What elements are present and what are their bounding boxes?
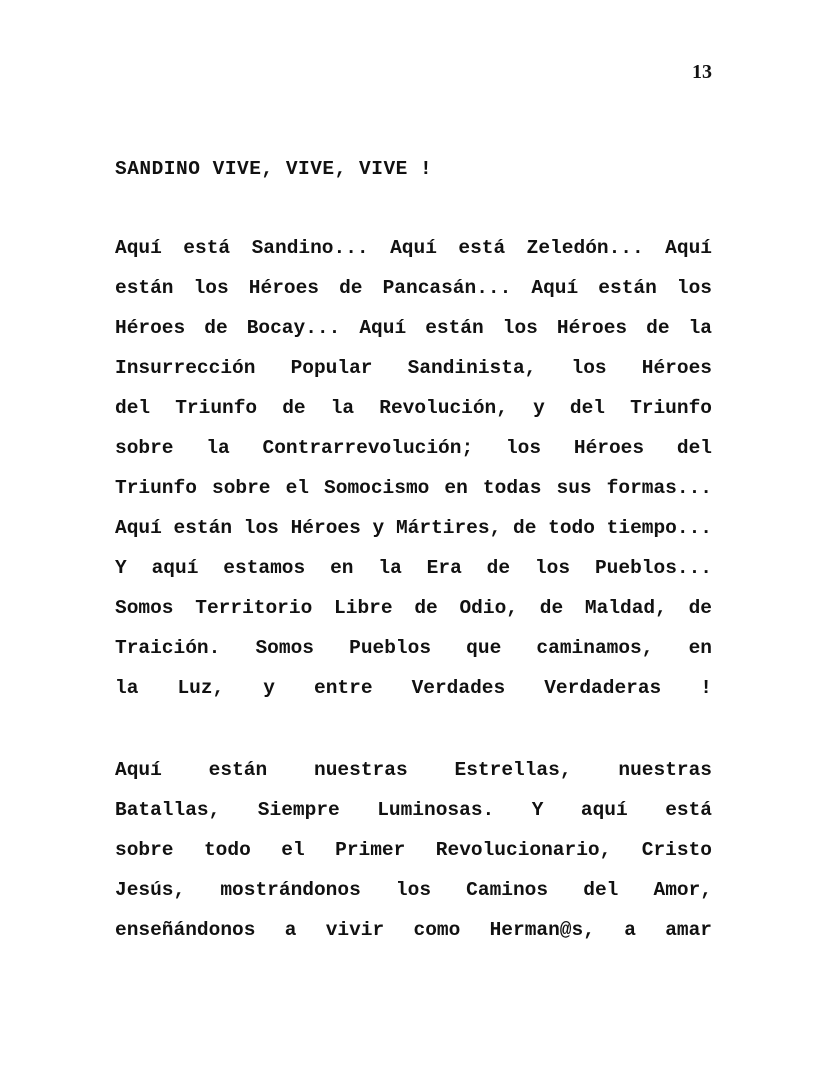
text-line: Héroes de Bocay... Aquí están los Héroes de la	[115, 317, 712, 339]
text-line: Triunfo sobre el Somocismo en todas sus formas...	[115, 477, 712, 499]
text-line: Somos Territorio Libre de Odio, de Maldad, de	[115, 597, 712, 619]
text-line: Y aquí estamos en la Era de los Pueblos...	[115, 557, 712, 579]
text-line: sobre la Contrarrevolución; los Héroes del	[115, 437, 712, 459]
text-line: sobre todo el Primer Revolucionario, Cristo	[115, 839, 712, 861]
text-line: Traición. Somos Pueblos que caminamos, en	[115, 637, 712, 659]
text-line: enseñándonos a vivir como Herman@s, a amar	[115, 919, 712, 941]
page-title: SANDINO VIVE, VIVE, VIVE !	[115, 158, 433, 180]
text-line: del Triunfo de la Revolución, y del Triunfo	[115, 397, 712, 419]
text-line: Batallas, Siempre Luminosas. Y aquí está	[115, 799, 712, 821]
text-line: la Luz, y entre Verdades Verdaderas !	[115, 677, 712, 699]
text-line: están los Héroes de Pancasán... Aquí están los	[115, 277, 712, 299]
page-number: 13	[692, 61, 712, 83]
paragraph-2	[115, 750, 712, 950]
text-line: Jesús, mostrándonos los Caminos del Amor,	[115, 879, 712, 901]
text-line: Aquí están los Héroes y Mártires, de todo tiempo...	[115, 517, 712, 539]
text-line: Aquí están nuestras Estrellas, nuestras	[115, 759, 712, 781]
text-line: Insurrección Popular Sandinista, los Héroes	[115, 357, 712, 379]
paragraph-1	[115, 228, 712, 708]
text-line: Aquí está Sandino... Aquí está Zeledón... Aquí	[115, 237, 712, 259]
